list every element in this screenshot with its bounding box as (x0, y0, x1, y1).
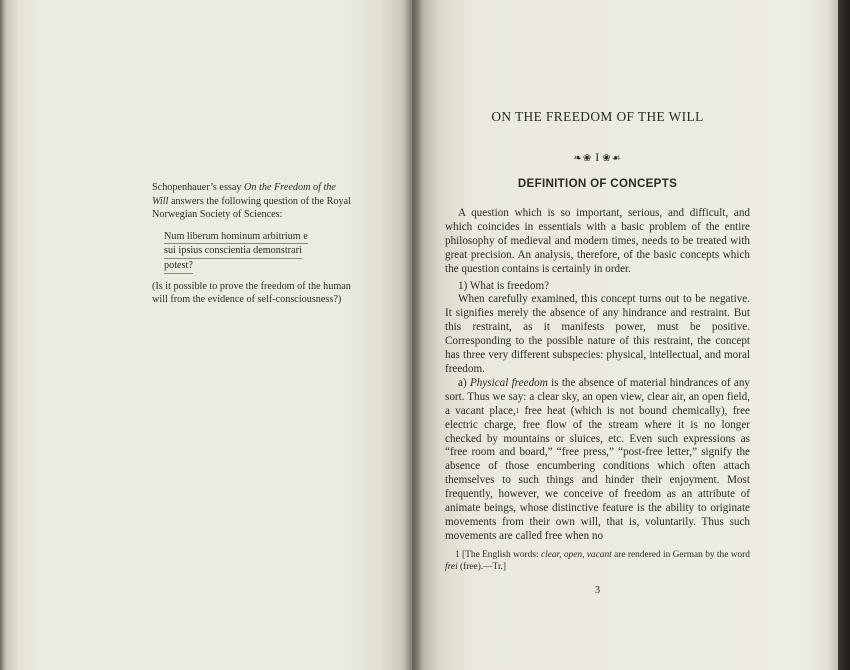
paragraph: A question which is so important, serious, and difficult, and which coincides in essentials with a basic problem of the entire philosophy of medieval and modern times, needs to be treated with great precision. An analysis, therefore, of the basic concepts which the question contains is certainly in order. (445, 207, 750, 275)
fleuron-right-icon: ❀☙ (602, 153, 622, 164)
intro-text: Schopenhauer’s essay On the Freedom of the Will answers the following question of the Royal Norwegian Society of Sciences: (152, 182, 351, 221)
chapter-title: DEFINITION OF CONCEPTS (517, 177, 678, 190)
latin-question (164, 230, 352, 274)
body-text (445, 207, 750, 544)
chapter-number: I (595, 150, 600, 164)
fleuron-left-icon: ❧❀ (573, 153, 593, 164)
translation-text: (Is it possible to prove the freedom of the human will from the evidence of self-consciousness?) (152, 280, 351, 306)
right-edge-shadow (838, 0, 850, 670)
quote-line: potest? (164, 259, 193, 274)
epigraph-note (152, 181, 352, 307)
book-title: ON THE FREEDOM OF THE WILL (491, 109, 704, 124)
chapter-ornament (445, 150, 750, 165)
term-physical-freedom: Physical freedom (469, 376, 548, 389)
page-number: 3 (594, 585, 601, 596)
section-heading: 1) What is freedom? (458, 279, 550, 292)
book-fold (404, 0, 424, 670)
paragraph: When carefully examined, this concept turns out to be negative. It signifies merely the absence of any hindrance and restraint. But this restraint, as it manifests power, must be positive. Corresponding to the possible nature of this restraint, the concept has three very different subspecies: physical, intellectual, and moral freedom. (445, 293, 750, 375)
essay-title: On the Freedom of the Will (152, 182, 336, 207)
footnote: 1 [The English words: clear, open, vacant are rendered in German by the word frei (free).—Tr.] (445, 550, 750, 572)
quote-line: sui ipsius conscientia demonstrari (164, 244, 302, 259)
footnote-marker: 1 (515, 406, 520, 415)
paragraph: a) Physical freedom is the absence of material hindrances of any sort. Thus we say: a clear sky, an open view, clear air, an open field, a vacant place,$^1$ free heat (which is not bound chemically), free electric charge, free flow of the stream where it is no longer checked by mountains or sluices, etc. Even such expressions as “free room and board,” “free press,” “post-free letter,” signify the absence of those encumbering conditions which often attach themselves to such things and hinder their enjoyment. Most frequently, however, we conceive of freedom as an attribute of animate beings, whose distinctive feature is the ability to originate movements from their own will, that is, voluntarily. Thus such movements are called free when no (445, 376, 750, 542)
left-page (0, 0, 412, 670)
quote-line: Num liberum hominum arbitrium e (164, 230, 308, 245)
